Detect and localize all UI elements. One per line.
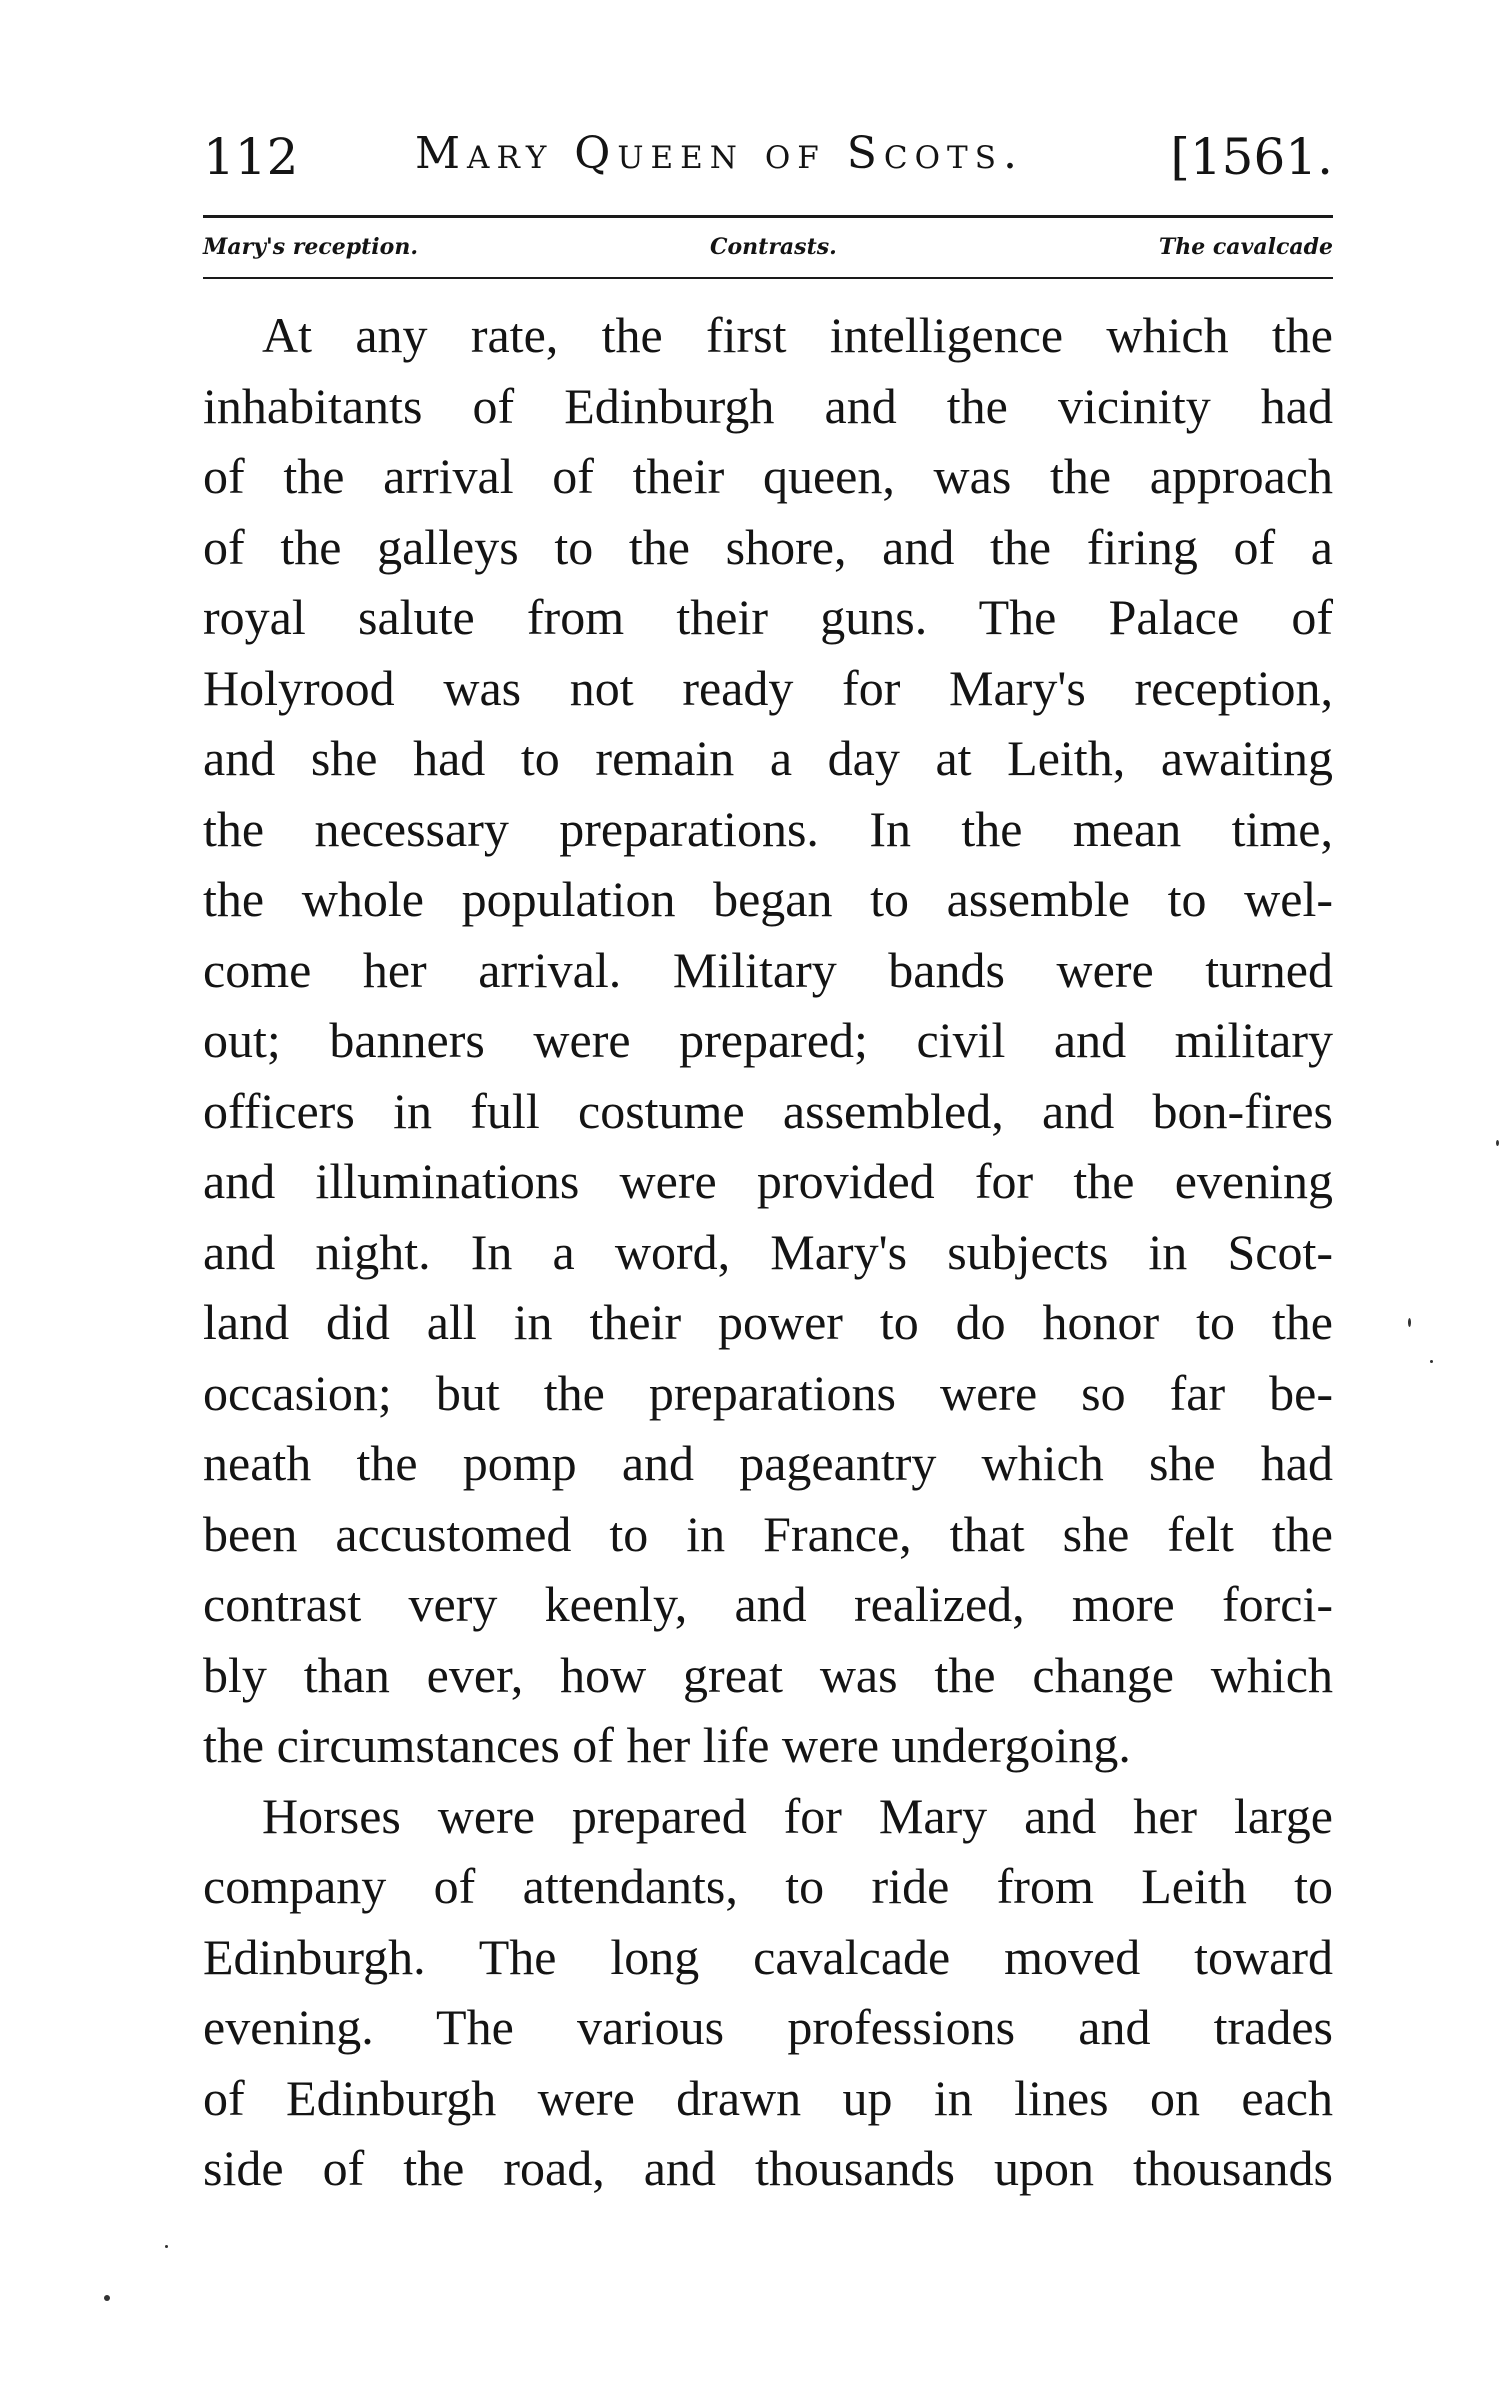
text-line: and she had to remain a day at Leith, awaiting — [203, 730, 1333, 786]
text-line: land did all in their power to do honor to the — [203, 1294, 1333, 1350]
text-line: the whole population began to assemble to wel- — [203, 871, 1333, 927]
text-line: of the arrival of their queen, was the approach — [203, 448, 1333, 504]
text-line: inhabitants of Edinburgh and the vicinity had — [203, 377, 1333, 434]
header-rule-bottom — [203, 277, 1333, 279]
text-line: evening. The various professions and trades — [203, 1999, 1333, 2055]
text-line: neath the pomp and pageantry which she had — [203, 1435, 1333, 1491]
text-line: Horses were prepared for Mary and her large — [262, 1787, 1333, 1844]
text-line: officers in full costume assembled, and bon-fires — [203, 1082, 1333, 1139]
scan-speck — [104, 2295, 110, 2301]
paragraph-1 — [203, 300, 1333, 1781]
text-line: occasion; but the preparations were so far be- — [203, 1364, 1333, 1421]
marginal-notes — [203, 226, 1333, 270]
running-head — [203, 120, 1333, 200]
text-line: company of attendants, to ride from Leith to — [203, 1858, 1333, 1914]
text-line: out; banners were prepared; civil and military — [203, 1012, 1333, 1068]
text-line: bly than ever, how great was the change which — [203, 1646, 1333, 1703]
scan-speck — [1496, 1140, 1499, 1146]
header-rule-top — [203, 215, 1333, 218]
body-text — [203, 300, 1333, 2204]
page-number: 112 — [203, 128, 299, 186]
scan-speck — [165, 2245, 168, 2248]
text-line: of the galleys to the shore, and the firing of a — [203, 518, 1333, 575]
text-line: side of the road, and thousands upon thousands — [203, 2140, 1333, 2196]
text-line: Holyrood was not ready for Mary's reception, — [203, 659, 1333, 716]
sidenote-center: Contrasts. — [710, 234, 837, 260]
text-line: been accustomed to in France, that she felt the — [203, 1505, 1333, 1562]
text-line: come her arrival. Military bands were turned — [203, 941, 1333, 998]
sidenote-right: The cavalcade — [1158, 234, 1333, 260]
text-line: and illuminations were provided for the evening — [203, 1153, 1333, 1209]
text-line: the circumstances of her life were undergoing. — [203, 1717, 1131, 1773]
year-marker: [1561. — [1170, 128, 1333, 186]
text-line: At any rate, the first intelligence which the — [262, 307, 1333, 363]
scan-speck — [1430, 1360, 1433, 1363]
text-line: of Edinburgh were drawn up in lines on each — [203, 2069, 1333, 2126]
paragraph-2 — [203, 1781, 1333, 2204]
text-line: the necessary preparations. In the mean time, — [203, 800, 1333, 857]
text-line: Edinburgh. The long cavalcade moved toward — [203, 1928, 1333, 1985]
text-line: royal salute from their guns. The Palace of — [203, 589, 1333, 645]
scan-speck — [1408, 1318, 1411, 1327]
sidenote-left: Mary's reception. — [203, 234, 418, 260]
book-title: Mary Queen of Scots. — [415, 128, 1024, 179]
text-line: contrast very keenly, and realized, more forci- — [203, 1576, 1333, 1632]
text-line: and night. In a word, Mary's subjects in Scot- — [203, 1223, 1333, 1280]
